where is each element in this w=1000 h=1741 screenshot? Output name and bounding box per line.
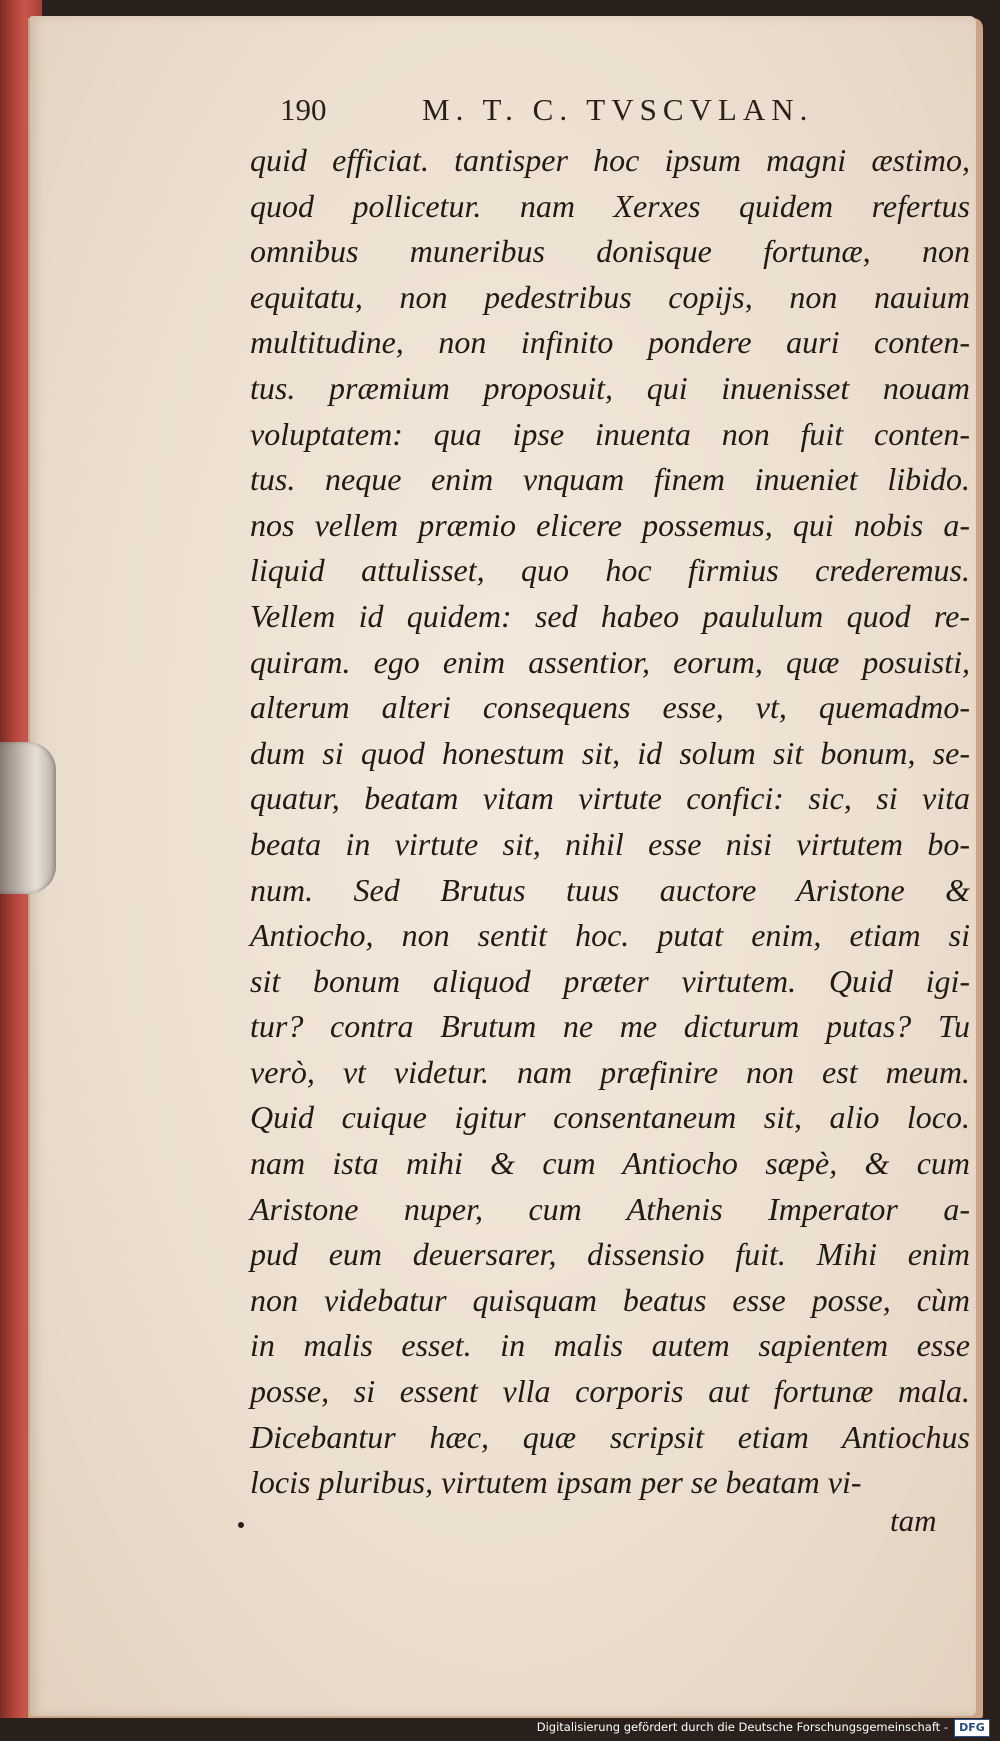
text-line: tur? contra Brutum ne me dicturum putas? Tu: [250, 1008, 970, 1045]
text-line: locis pluribus, virtutem ipsam per se beatam vi-: [250, 1464, 862, 1501]
running-title: M. T. C. TVSCVLAN.: [422, 92, 814, 127]
text-line: alterum alteri consequens esse, vt, quemadmo-: [250, 689, 970, 726]
catchword: tam: [890, 1503, 937, 1538]
text-line: tus. præmium proposuit, qui inuenisset nouam: [250, 369, 970, 406]
text-line: multitudine, non infinito pondere auri conten-: [250, 324, 970, 361]
ink-dot: [238, 1522, 244, 1528]
text-line: voluptatem: qua ipse inuenta non fuit conten-: [250, 415, 970, 452]
text-line: quod pollicetur. nam Xerxes quidem refertus: [250, 187, 970, 224]
text-line: verò, vt videtur. nam præfinire non est meum.: [250, 1053, 970, 1090]
text-line: quatur, beatam vitam virtute confici: sic, si vita: [250, 780, 970, 817]
page-header: [280, 92, 900, 136]
text-line: Dicebantur hæc, quæ scripsit etiam Antiochus: [250, 1418, 970, 1455]
text-line: nam ista mihi & cum Antiocho sæpè, & cum: [250, 1145, 970, 1182]
text-line: liquid attulisset, quo hoc firmius crederemus.: [250, 552, 970, 589]
text-line: nos vellem præmio elicere possemus, qui nobis a-: [250, 506, 970, 543]
page-number: 190: [280, 92, 327, 127]
text-line: posse, si essent vlla corporis aut fortunæ mala.: [250, 1373, 970, 1410]
text-line: in malis esset. in malis autem sapientem esse: [250, 1327, 970, 1364]
text-line: num. Sed Brutus tuus auctore Aristone &: [250, 871, 970, 908]
body-text: [250, 138, 970, 1506]
text-line: quiram. ego enim assentior, eorum, quæ posuisti,: [250, 643, 970, 680]
text-line: Quid cuique igitur consentaneum sit, alio loco.: [250, 1099, 970, 1136]
text-line: sit bonum aliquod præter virtutem. Quid igi-: [250, 962, 970, 999]
text-line: non videbatur quisquam beatus esse posse, cùm: [250, 1281, 970, 1318]
dfg-logo: DFG: [954, 1719, 990, 1737]
text-line: beata in virtute sit, nihil esse nisi virtutem bo-: [250, 825, 970, 862]
digitization-credit: Digitalisierung gefördert durch die Deutsche Forschungsgemeinschaft -: [536, 1720, 948, 1734]
text-line: Antiocho, non sentit hoc. putat enim, etiam si: [250, 917, 970, 954]
text-line: dum si quod honestum sit, id solum sit bonum, se-: [250, 734, 970, 771]
text-line: quid efficiat. tantisper hoc ipsum magni æstimo,: [250, 142, 970, 178]
text-line: equitatu, non pedestribus copijs, non nauium: [250, 278, 970, 315]
text-line: Vellem id quidem: sed habeo paululum quod re-: [250, 597, 970, 634]
text-line: omnibus muneribus donisque fortunæ, non: [250, 233, 970, 270]
text-line: tus. neque enim vnquam finem inueniet libido.: [250, 461, 970, 498]
text-line: Aristone nuper, cum Athenis Imperator a-: [250, 1190, 970, 1227]
text-line: pud eum deuersarer, dissensio fuit. Mihi enim: [250, 1236, 970, 1273]
clasp-clip: [0, 742, 56, 894]
